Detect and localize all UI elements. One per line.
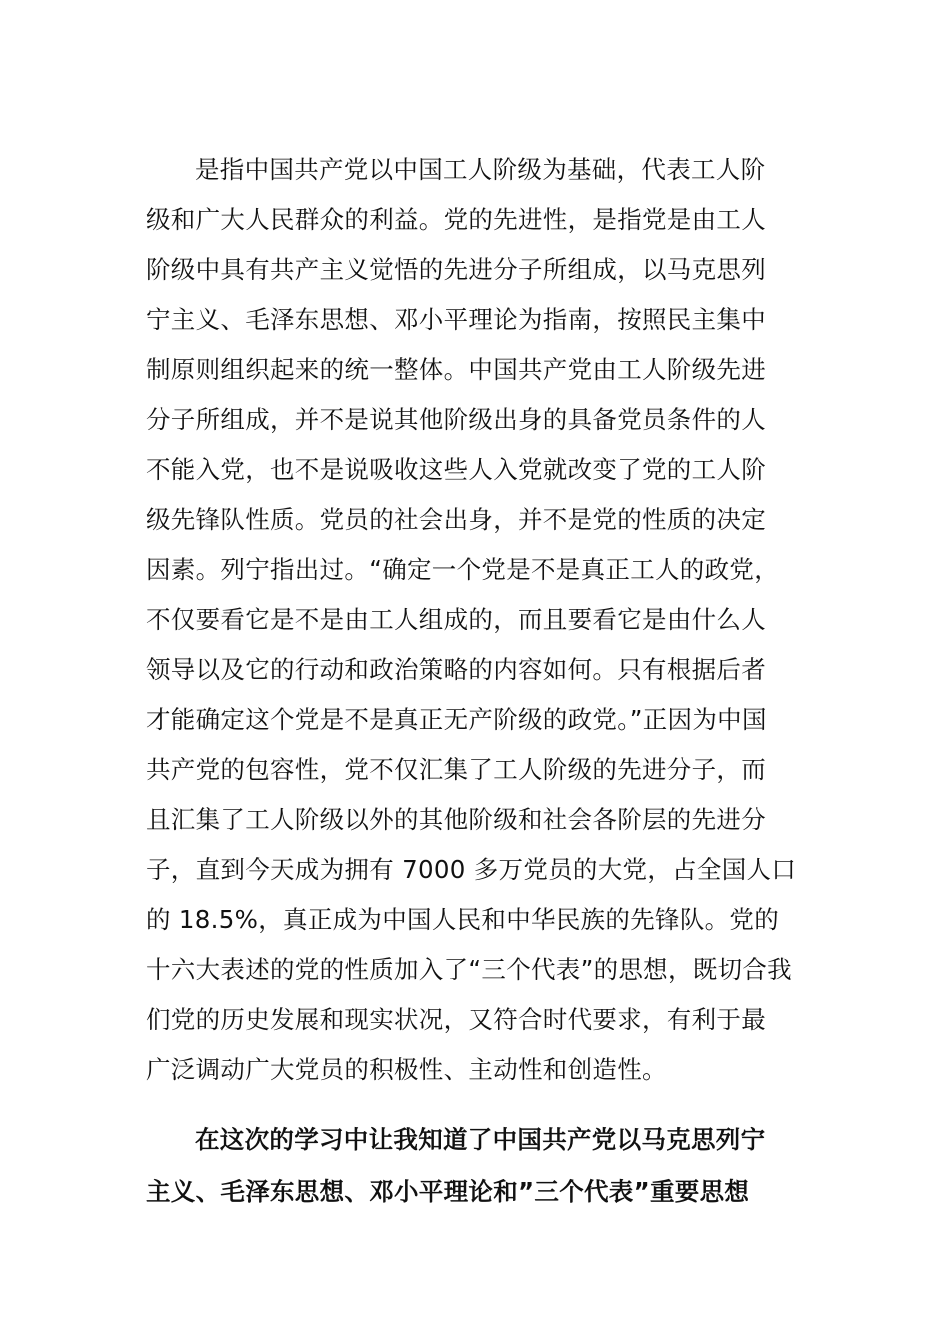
paragraph-line: 级和广大人民群众的利益。党的先进性，是指党是由工人 bbox=[146, 205, 766, 234]
paragraph-line: 在这次的学习中让我知道了中国共产党以马克思列宁 bbox=[195, 1125, 766, 1154]
paragraph-line: 不能入党，也不是说吸收这些人入党就改变了党的工人阶 bbox=[146, 455, 766, 484]
paragraph-line: 是指中国共产党以中国工人阶级为基础，代表工人阶 bbox=[195, 155, 766, 184]
paragraph-line: 阶级中具有共产主义觉悟的先进分子所组成，以马克思列 bbox=[146, 255, 766, 284]
paragraph-line: 不仅要看它是不是由工人组成的，而且要看它是由什么人 bbox=[146, 605, 766, 634]
paragraph-line: 领导以及它的行动和政治策略的内容如何。只有根据后者 bbox=[146, 655, 766, 684]
paragraph-line: 们党的历史发展和现实状况，又符合时代要求，有利于最 bbox=[146, 1005, 766, 1034]
paragraph-line: 广泛调动广大党员的积极性、主动性和创造性。 bbox=[146, 1055, 667, 1084]
paragraph-line: 级先锋队性质。党员的社会出身，并不是党的性质的决定 bbox=[146, 505, 766, 534]
paragraph-line: 才能确定这个党是不是真正无产阶级的政党。”正因为中国 bbox=[146, 705, 767, 734]
paragraph-line: 十六大表述的党的性质加入了“三个代表”的思想，既切合我 bbox=[146, 955, 792, 984]
paragraph-line: 因素。列宁指出过。“确定一个党是不是真正工人的政党， bbox=[146, 555, 779, 584]
paragraph-line: 且汇集了工人阶级以外的其他阶级和社会各阶层的先进分 bbox=[146, 805, 766, 834]
paragraph-line: 主义、毛泽东思想、邓小平理论和”三个代表”重要思想 bbox=[146, 1177, 750, 1206]
paragraph-line: 制原则组织起来的统一整体。中国共产党由工人阶级先进 bbox=[146, 355, 766, 384]
paragraph-line: 共产党的包容性，党不仅汇集了工人阶级的先进分子，而 bbox=[146, 755, 766, 784]
paragraph-line: 的 18.5%，真正成为中国人民和中华民族的先锋队。党的 bbox=[146, 905, 780, 934]
paragraph-line: 分子所组成，并不是说其他阶级出身的具备党员条件的人 bbox=[146, 405, 766, 434]
paragraph-line: 子，直到今天成为拥有 7000 多万党员的大党，占全国人口 bbox=[146, 855, 797, 884]
paragraph-line: 宁主义、毛泽东思想、邓小平理论为指南，按照民主集中 bbox=[146, 305, 766, 334]
